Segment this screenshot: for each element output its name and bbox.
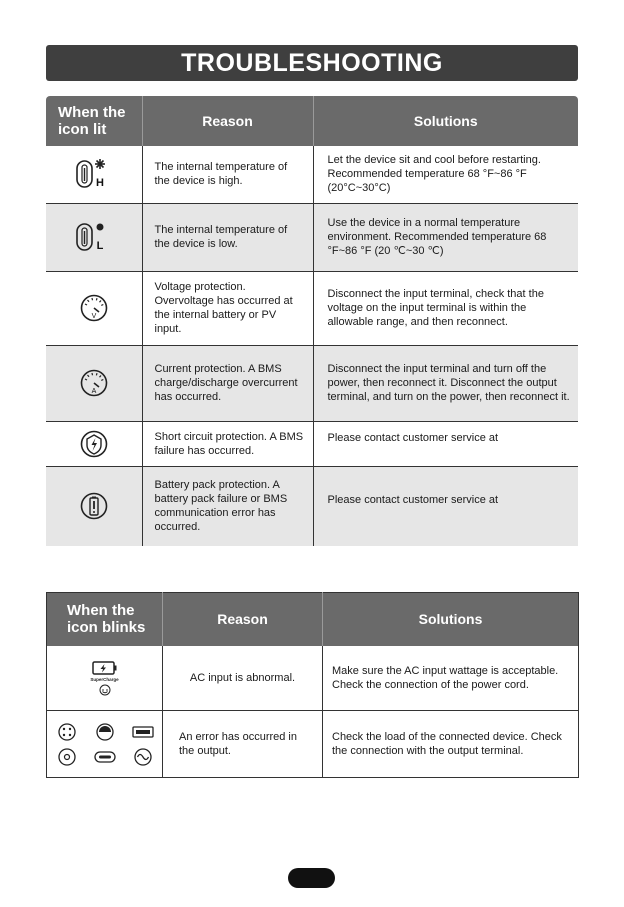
- thermometer-high-icon: [74, 156, 114, 192]
- table-header: [46, 96, 578, 146]
- header-when-blinks: When the icon blinks: [47, 593, 163, 646]
- reason-cell: The internal temperature of the device is low.: [142, 203, 313, 271]
- table-row: [46, 421, 578, 466]
- svg-text:H: H: [95, 177, 104, 190]
- solution-cell: Check the load of the connected device. Check the connection with the output terminal.: [332, 731, 562, 757]
- reason-cell: AC input is abnormal.: [163, 646, 323, 711]
- reason-cell: An error has occurred in the output.: [163, 711, 323, 778]
- table-row: [46, 345, 578, 421]
- page-number-pill: [288, 868, 335, 888]
- solution-cell: Please contact customer service at: [313, 421, 578, 466]
- voltage-gauge-icon: [79, 293, 109, 323]
- reason-cell: Short circuit protection. A BMS failure has occurred.: [142, 421, 313, 466]
- solution-cell: Use the device in a normal temperature environment. Recommended temperature 68 °F~86 °F (20 ℃~30 ℃): [313, 203, 578, 271]
- solution-cell: Disconnect the input terminal, check that the voltage on the input terminal is within the allowable range, and then reconnect.: [313, 271, 578, 345]
- solution-cell: Please contact customer service at: [313, 466, 578, 546]
- header-reason: Reason: [142, 96, 313, 146]
- reason-cell: Current protection. A BMS charge/discharge overcurrent has occurred.: [142, 345, 313, 421]
- svg-text:A: A: [91, 388, 97, 395]
- svg-text:V: V: [91, 313, 97, 320]
- header-reason: Reason: [163, 593, 323, 646]
- reason-cell: The internal temperature of the device is high.: [142, 146, 313, 203]
- table-row: [46, 271, 578, 345]
- table-row: [46, 466, 578, 546]
- table-row: [47, 711, 579, 778]
- header-solutions: Solutions: [313, 96, 578, 146]
- reason-cell: Battery pack protection. A battery pack failure or BMS communication error has occurred.: [142, 466, 313, 546]
- table-row: [46, 146, 578, 203]
- current-gauge-icon: [79, 368, 109, 398]
- svg-text:L: L: [96, 240, 104, 252]
- solution-cell: Make sure the AC input wattage is acceptable. Check the connection of the power cord.: [323, 646, 579, 711]
- thermometer-low-icon: [74, 219, 114, 255]
- header-when-lit: When the icon lit: [46, 96, 142, 146]
- troubleshooting-table-lit: [46, 96, 578, 546]
- header-solutions: Solutions: [323, 593, 579, 646]
- table-row: [46, 203, 578, 271]
- table-header: [47, 593, 579, 646]
- page-title: TROUBLESHOOTING: [181, 48, 443, 77]
- solution-cell: Let the device sit and cool before restarting. Recommended temperature 68 °F~86 °F (20°C~30°C): [313, 146, 578, 203]
- reason-cell: Voltage protection. Overvoltage has occurred at the internal battery or PV input.: [142, 271, 313, 345]
- solution-cell: Disconnect the input terminal and turn off the power, then reconnect it. Disconnect the output terminal, and turn on the power, then reconnect it.: [313, 345, 578, 421]
- title-bar: [46, 45, 578, 81]
- short-circuit-icon: [79, 429, 109, 459]
- output-ports-icon: [53, 719, 157, 769]
- ac-plug-icon: [99, 684, 111, 696]
- supercharge-label: SuperCharge: [90, 676, 119, 682]
- battery-alert-icon: [79, 491, 109, 521]
- ac-input-battery-icon: [92, 660, 118, 676]
- troubleshooting-table-blinks: [46, 592, 579, 778]
- table-row: [47, 646, 579, 711]
